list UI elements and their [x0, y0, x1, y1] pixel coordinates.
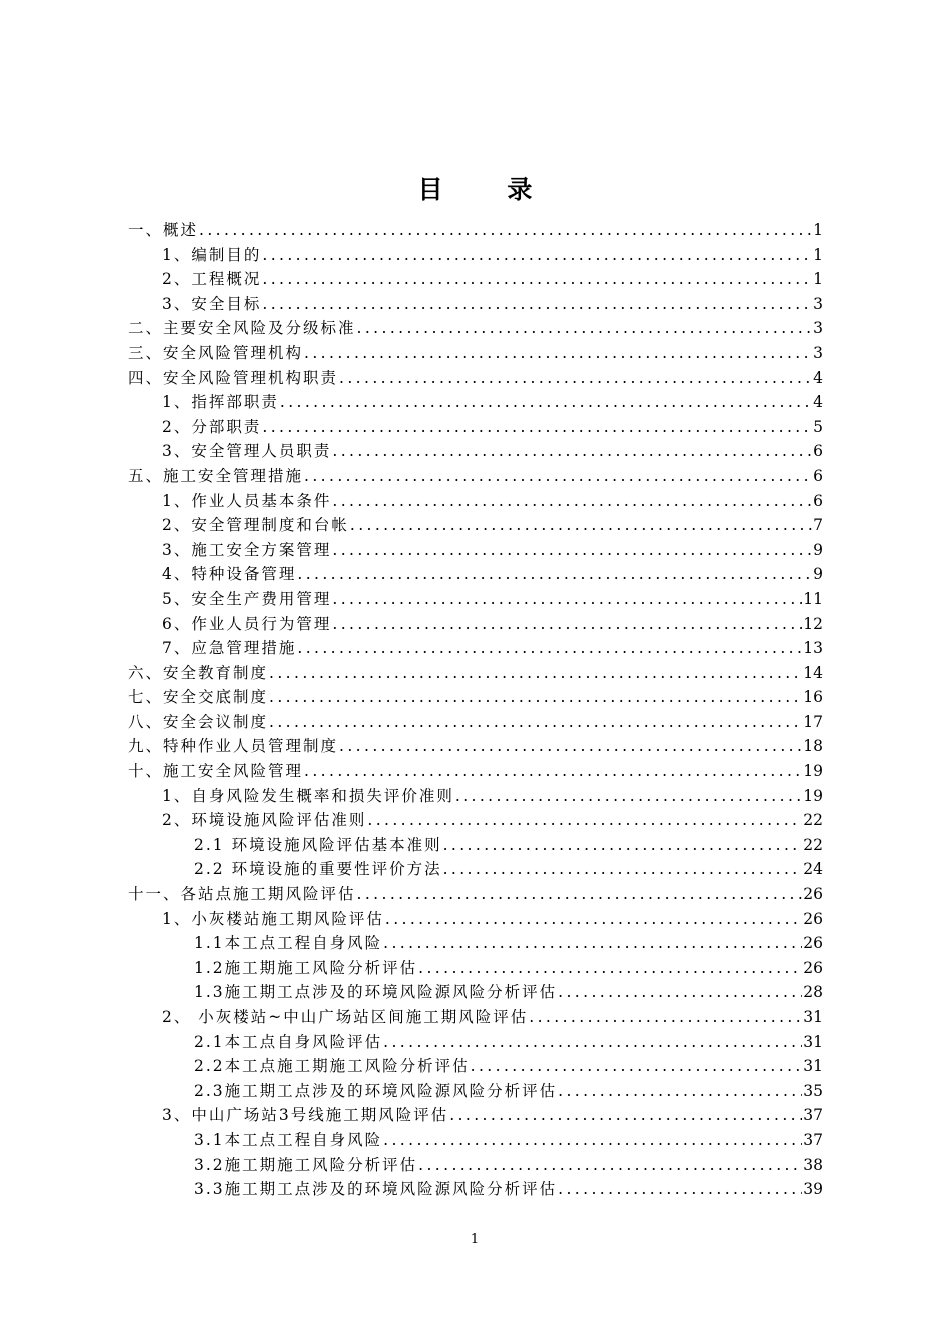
toc-entry-page: 17 [803, 712, 823, 731]
toc-entry-label: 六、安全教育制度 [128, 663, 269, 682]
toc-entry-label: 1.3施工期工点涉及的环境风险源风险分析评估 [194, 983, 558, 1002]
toc-entry-page: 13 [803, 639, 823, 658]
toc-entry-label: 2.1本工点自身风险评估 [194, 1032, 383, 1051]
toc-entry-page: 1 [813, 245, 823, 264]
toc-entry[interactable] [128, 366, 823, 391]
toc-leader-dots [304, 464, 812, 489]
table-of-contents [128, 218, 823, 1202]
toc-entry-page: 22 [803, 811, 823, 830]
toc-entry[interactable] [128, 1079, 823, 1104]
toc-leader-dots [383, 1030, 802, 1055]
toc-entry-label: 1、自身风险发生概率和损失评价准则 [162, 786, 454, 805]
toc-entry[interactable] [128, 243, 823, 268]
toc-entry-page: 38 [803, 1155, 823, 1174]
toc-entry[interactable] [128, 980, 823, 1005]
toc-entry-page: 4 [813, 393, 823, 412]
toc-leader-dots [269, 710, 802, 735]
toc-entry-label: 2、工程概况 [162, 270, 262, 289]
toc-leader-dots [332, 587, 802, 612]
toc-entry-page: 35 [803, 1081, 823, 1100]
toc-entry-page: 39 [803, 1180, 823, 1199]
toc-entry-page: 19 [803, 762, 823, 781]
toc-entry[interactable] [128, 1128, 823, 1153]
toc-leader-dots [418, 956, 802, 981]
toc-entry[interactable] [128, 1153, 823, 1178]
toc-entry-label: 十一、各站点施工期风险评估 [128, 885, 356, 904]
toc-entry-label: 四、安全风险管理机构职责 [128, 368, 339, 387]
toc-entry-page: 3 [813, 294, 823, 313]
toc-entry-label: 3.2施工期施工风险分析评估 [194, 1155, 418, 1174]
toc-entry[interactable] [128, 636, 823, 661]
toc-entry-page: 14 [803, 663, 823, 682]
toc-leader-dots [262, 292, 812, 317]
toc-leader-dots [304, 759, 802, 784]
toc-entry-label: 七、安全交底制度 [128, 688, 269, 707]
toc-entry[interactable] [128, 267, 823, 292]
toc-leader-dots [332, 439, 812, 464]
toc-entry[interactable] [128, 685, 823, 710]
toc-entry-page: 31 [803, 1057, 823, 1076]
toc-entry[interactable] [128, 1103, 823, 1128]
toc-entry-page: 4 [813, 368, 823, 387]
toc-entry-label: 2.1 环境设施风险评估基本准则 [194, 835, 442, 854]
toc-entry-label: 2.2 环境设施的重要性评价方法 [194, 860, 442, 879]
toc-entry-page: 6 [813, 442, 823, 461]
toc-entry[interactable] [128, 956, 823, 981]
toc-leader-dots [443, 833, 803, 858]
toc-entry[interactable] [128, 292, 823, 317]
toc-entry-label: 1、小灰楼站施工期风险评估 [162, 909, 384, 928]
toc-entry[interactable] [128, 439, 823, 464]
toc-leader-dots [558, 1177, 802, 1202]
toc-entry[interactable] [128, 661, 823, 686]
toc-entry-label: 3、安全目标 [162, 294, 262, 313]
toc-entry-page: 31 [803, 1032, 823, 1051]
toc-leader-dots [262, 267, 812, 292]
toc-entry[interactable] [128, 784, 823, 809]
toc-entry[interactable] [128, 489, 823, 514]
toc-entry[interactable] [128, 857, 823, 882]
toc-entry-label: 3.1本工点工程自身风险 [194, 1130, 383, 1149]
toc-entry[interactable] [128, 587, 823, 612]
toc-entry-page: 37 [803, 1106, 823, 1125]
toc-entry-page: 7 [813, 516, 823, 535]
toc-entry-page: 22 [803, 835, 823, 854]
toc-entry-page: 26 [803, 934, 823, 953]
toc-leader-dots [529, 1005, 802, 1030]
toc-entry-label: 2、 小灰楼站~中山广场站区间施工期风险评估 [162, 1008, 529, 1026]
toc-entry-page: 26 [803, 885, 823, 904]
toc-entry-page: 3 [813, 319, 823, 338]
toc-leader-dots [418, 1153, 802, 1178]
toc-entry[interactable] [128, 882, 823, 907]
toc-entry-page: 37 [803, 1130, 823, 1149]
toc-entry-label: 九、特种作业人员管理制度 [128, 737, 339, 756]
toc-leader-dots [383, 1128, 802, 1153]
toc-leader-dots [357, 882, 803, 907]
toc-entry[interactable] [128, 513, 823, 538]
toc-leader-dots [558, 980, 802, 1005]
toc-entry[interactable] [128, 759, 823, 784]
toc-leader-dots [339, 734, 802, 759]
toc-leader-dots [280, 390, 812, 415]
toc-entry[interactable] [128, 341, 823, 366]
toc-entry[interactable] [128, 1177, 823, 1202]
toc-entry-label: 1.1本工点工程自身风险 [194, 934, 383, 953]
toc-entry[interactable] [128, 562, 823, 587]
toc-leader-dots [332, 538, 812, 563]
toc-entry-label: 3、施工安全方案管理 [162, 540, 332, 559]
toc-leader-dots [350, 513, 812, 538]
toc-entry[interactable] [128, 612, 823, 637]
toc-entry-label: 2、安全管理制度和台帐 [162, 516, 349, 535]
toc-leader-dots [558, 1079, 802, 1104]
toc-entry[interactable] [128, 538, 823, 563]
toc-leader-dots [262, 415, 812, 440]
toc-entry-page: 6 [813, 491, 823, 510]
toc-entry-label: 7、应急管理措施 [162, 639, 297, 658]
toc-entry[interactable] [128, 931, 823, 956]
toc-leader-dots [297, 562, 812, 587]
toc-entry-label: 二、主要安全风险及分级标准 [128, 319, 356, 338]
toc-entry-label: 2.3施工期工点涉及的环境风险源风险分析评估 [194, 1081, 558, 1100]
toc-entry[interactable] [128, 1054, 823, 1079]
toc-leader-dots [332, 612, 802, 637]
toc-leader-dots [304, 341, 812, 366]
toc-entry-label: 五、施工安全管理措施 [128, 466, 304, 485]
toc-leader-dots [332, 489, 812, 514]
toc-entry-label: 一、概述 [128, 221, 199, 239]
toc-entry-label: 十、施工安全风险管理 [128, 762, 304, 781]
toc-entry-page: 26 [803, 909, 823, 928]
toc-leader-dots [367, 808, 802, 833]
toc-entry-label: 4、特种设备管理 [162, 565, 297, 584]
toc-entry-page: 1 [813, 221, 823, 239]
toc-entry[interactable] [128, 415, 823, 440]
page-title: 目 录 [417, 175, 561, 204]
toc-leader-dots [262, 243, 812, 268]
toc-entry-label: 八、安全会议制度 [128, 712, 269, 731]
toc-entry[interactable] [128, 316, 823, 341]
toc-leader-dots [455, 784, 802, 809]
toc-entry-page: 26 [803, 958, 823, 977]
toc-leader-dots [357, 316, 812, 341]
toc-entry-label: 5、安全生产费用管理 [162, 589, 332, 608]
toc-entry-label: 三、安全风险管理机构 [128, 343, 304, 362]
toc-leader-dots [199, 218, 812, 243]
toc-entry-label: 1、指挥部职责 [162, 393, 279, 412]
toc-entry[interactable] [128, 808, 823, 833]
toc-entry-page: 5 [813, 417, 823, 436]
toc-leader-dots [269, 685, 802, 710]
toc-entry-label: 1、作业人员基本条件 [162, 491, 332, 510]
toc-leader-dots [269, 661, 802, 686]
toc-entry[interactable] [128, 464, 823, 489]
toc-entry[interactable] [128, 734, 823, 759]
toc-entry-label: 2、分部职责 [162, 417, 262, 436]
toc-leader-dots [383, 931, 802, 956]
toc-entry[interactable] [128, 1030, 823, 1055]
toc-entry-label: 2、环境设施风险评估准则 [162, 811, 367, 830]
toc-entry-page: 12 [803, 614, 823, 633]
toc-entry-label: 3、安全管理人员职责 [162, 442, 332, 461]
toc-entry-page: 19 [803, 786, 823, 805]
toc-entry-page: 3 [813, 343, 823, 362]
toc-leader-dots [443, 857, 803, 882]
toc-leader-dots [449, 1103, 802, 1128]
toc-entry[interactable] [128, 390, 823, 415]
toc-entry-label: 3、中山广场站3号线施工期风险评估 [162, 1106, 449, 1125]
toc-entry-label: 2.2本工点施工期施工风险分析评估 [194, 1057, 470, 1076]
toc-entry-label: 1.2施工期施工风险分析评估 [194, 958, 418, 977]
toc-entry-page: 1 [813, 270, 823, 289]
page-number: 1 [470, 1232, 480, 1247]
toc-entry[interactable] [128, 710, 823, 735]
toc-entry-page: 9 [813, 540, 823, 559]
toc-entry-page: 24 [803, 860, 823, 879]
toc-entry[interactable] [128, 833, 823, 858]
toc-entry-label: 1、编制目的 [162, 245, 262, 264]
toc-leader-dots [471, 1054, 803, 1079]
toc-leader-dots [297, 636, 802, 661]
toc-entry[interactable] [128, 218, 823, 243]
toc-entry-page: 18 [803, 737, 823, 756]
toc-entry[interactable] [128, 1005, 823, 1030]
toc-entry-page: 31 [803, 1008, 823, 1026]
toc-entry-page: 28 [803, 983, 823, 1002]
toc-entry-page: 11 [803, 589, 823, 608]
toc-entry-label: 3.3施工期工点涉及的环境风险源风险分析评估 [194, 1180, 558, 1199]
toc-entry-page: 16 [803, 688, 823, 707]
toc-entry-page: 6 [813, 466, 823, 485]
toc-leader-dots [339, 366, 812, 391]
toc-entry-page: 9 [813, 565, 823, 584]
toc-entry-label: 6、作业人员行为管理 [162, 614, 332, 633]
toc-leader-dots [385, 907, 802, 932]
toc-entry[interactable] [128, 907, 823, 932]
